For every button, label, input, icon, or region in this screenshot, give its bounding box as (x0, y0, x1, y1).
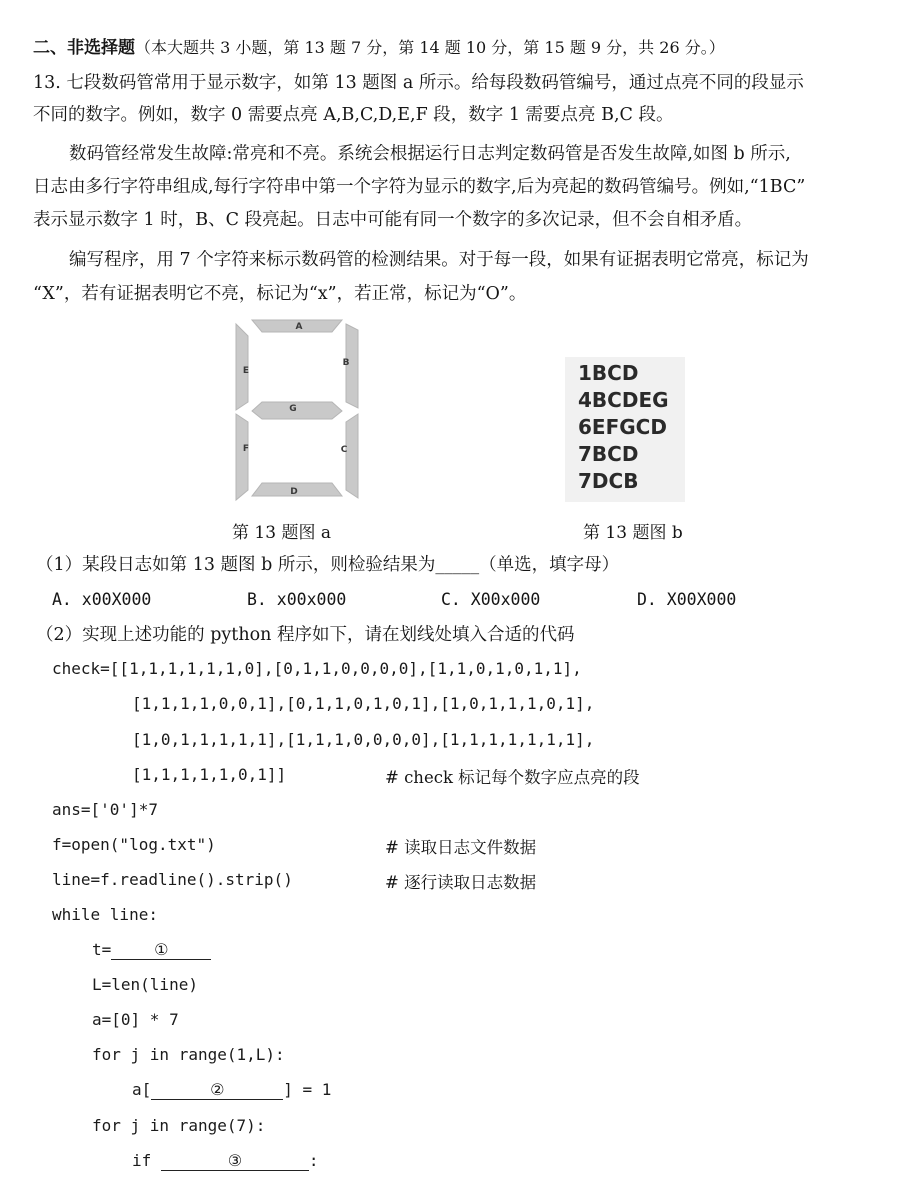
code-line: for j in range(7): (92, 1116, 266, 1135)
code-line: if (132, 1151, 152, 1170)
log-line: 7DCB (578, 469, 639, 493)
para2-line-3: 表示显示数字 1 时，B、C 段亮起。日志中可能有同一个数字的多次记录，但不会自相矛盾。 (33, 210, 753, 230)
code-line: f=open("log.txt") (52, 835, 216, 854)
code-line: a=[0] * 7 (92, 1010, 179, 1029)
blank-1[interactable]: ① (111, 941, 211, 960)
code-line: for j in range(1,L): (92, 1045, 285, 1064)
blank-2[interactable]: ② (151, 1081, 283, 1100)
option-b: B. x00x000 (247, 590, 347, 609)
segment-c (346, 414, 358, 498)
intro-line-2: 不同的数字。例如，数字 0 需要点亮 A,B,C,D,E,F 段，数字 1 需要点亮 B,C 段。 (33, 105, 674, 125)
label-f: F (242, 444, 250, 454)
code-line: [1,1,1,1,1,0,1]] (132, 765, 287, 784)
code-comment: # 逐行读取日志数据 (385, 873, 537, 892)
code-line: [1,0,1,1,1,1,1],[1,1,1,0,0,0,0],[1,1,1,1,1,1,1], (132, 730, 595, 749)
para3-line-1: 编写程序，用 7 个字符来标示数码管的检测结果。对于每一段，如果有证据表明它常亮，标记为 (69, 250, 809, 270)
log-line: 1BCD (578, 361, 639, 385)
code-line: ans=['0']*7 (52, 800, 158, 819)
para2-line-1: 数码管经常发生故障:常亮和不亮。系统会根据运行日志判定数码管是否发生故障,如图 b 所示, (69, 144, 791, 164)
code-line: while line: (52, 905, 158, 924)
code-line: L=len(line) (92, 975, 198, 994)
intro-line-1: 13. 七段数码管常用于显示数字，如第 13 题图 a 所示。给每段数码管编号，通过点亮不同的段显示 (33, 73, 804, 93)
log-line: 6EFGCD (578, 415, 667, 439)
section-title: 二、非选择题 (33, 38, 135, 58)
code-line: : (308, 1151, 319, 1170)
label-e: E (242, 366, 250, 376)
label-g: G (289, 404, 297, 414)
code-line-with-blank-1 (92, 940, 211, 960)
label-b: B (342, 358, 350, 368)
code-line: line=f.readline().strip() (52, 870, 293, 889)
log-figure (565, 357, 685, 502)
blank-3[interactable]: ③ (161, 1152, 309, 1171)
label-c: C (340, 445, 348, 455)
log-line: 7BCD (578, 442, 639, 466)
label-d: D (290, 487, 298, 497)
section-heading (33, 36, 725, 60)
seven-segment-figure (232, 318, 362, 508)
code-line: check=[[1,1,1,1,1,1,0],[0,1,1,0,0,0,0],[1,1,0,1,0,1,1], (52, 659, 582, 678)
figure-a-caption: 第 13 题图 a (232, 523, 331, 543)
label-a: A (295, 322, 303, 332)
code-line-with-blank-3 (132, 1151, 319, 1171)
segment-g (252, 402, 342, 419)
code-line-with-blank-2 (132, 1080, 331, 1100)
part2-question: （2）实现上述功能的 python 程序如下，请在划线处填入合适的代码 (36, 625, 575, 645)
segment-f (236, 414, 248, 500)
code-line: [1,1,1,1,0,0,1],[0,1,1,0,1,0,1],[1,0,1,1,1,0,1], (132, 694, 595, 713)
section-note: （本大题共 3 小题，第 13 题 7 分，第 14 题 10 分，第 15 题 9 分，共 26 分。） (135, 38, 725, 57)
option-c: C. X00x000 (441, 590, 541, 609)
part1-question: （1）某段日志如第 13 题图 b 所示，则检验结果为_____（单选，填字母） (36, 555, 620, 575)
code-line: a[ (132, 1080, 152, 1099)
code-comment: # check 标记每个数字应点亮的段 (385, 768, 640, 787)
option-d: D. X00X000 (637, 590, 737, 609)
code-line: ] = 1 (283, 1080, 332, 1099)
option-a: A. x00X000 (52, 590, 152, 609)
figure-b-caption: 第 13 题图 b (583, 523, 683, 543)
para2-line-2: 日志由多行字符串组成,每行字符串中第一个字符为显示的数字,后为亮起的数码管编号。例如,“1BC” (33, 177, 806, 197)
para3-line-2: “X”，若有证据表明它不亮，标记为“x”，若正常，标记为“O”。 (33, 284, 527, 304)
log-line: 4BCDEG (578, 388, 669, 412)
code-comment: # 读取日志文件数据 (385, 838, 537, 857)
code-line: t= (92, 940, 112, 959)
